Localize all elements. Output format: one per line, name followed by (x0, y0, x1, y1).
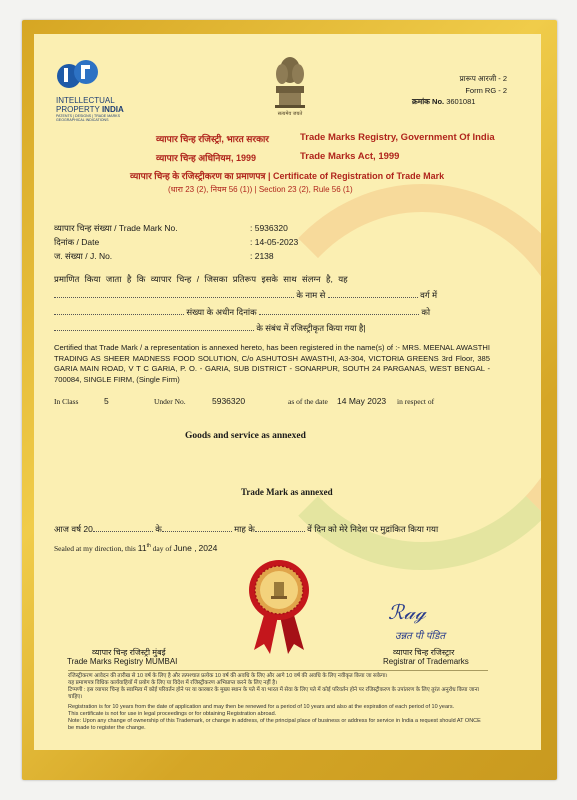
sealed-day: 11th (137, 543, 151, 553)
act-title-en: Trade Marks Act, 1999 (300, 151, 400, 162)
hindi-month-label: माह के (234, 524, 255, 534)
official-seal-icon (244, 558, 314, 663)
certificate-title: व्यापार चिन्ह के रजिस्ट्रीकरण का प्रमाणपत्र | Certificate of Registration of Trade Mark (130, 171, 445, 181)
act-title-hi: व्यापार चिन्ह अधिनियम, 1999 (156, 153, 256, 163)
hindi-cert-line-3 (54, 307, 490, 318)
trade-mark-no-label: व्यापार चिन्ह संख्या / Trade Mark No. (54, 223, 178, 233)
day-of-label: day of (152, 544, 172, 553)
footer-en-note-1: Registration is for 10 years from the date of application and may then be renewed for a period of 10 years and also at the expiration of each period of 10 years. (68, 704, 455, 710)
serial-value: 3601081 (446, 97, 476, 106)
logo-text (56, 96, 124, 122)
footer-en-note-2: This certificate is not for use in legal proceedings or for obtaining Registration abroad. (68, 711, 277, 717)
trade-mark-annexed: Trade Mark as annexed (241, 487, 333, 497)
form-code-hi: प्रारूप आरजी - 2 (459, 74, 507, 83)
footer-en-note-3: Note: Upon any change of ownership of this Trademark, or change in address, of the principal place of business or address for service in India a request should AT ONCE be made to register the change. (68, 718, 481, 731)
svg-text:सत्यमेव जयते: सत्यमेव जयते (277, 111, 303, 117)
hindi-ke-label: के (155, 524, 162, 534)
registry-mumbai-en: Trade Marks Registry MUMBAI (67, 657, 178, 666)
class-value: 5 (104, 396, 109, 406)
date-value: : 14-05-2023 (250, 237, 299, 247)
cert-title-hi: व्यापार चिन्ह के रजिस्ट्रीकरण का प्रमाणपत्र (130, 171, 266, 181)
section-en: Section 23 (2), Rule 56 (1) (258, 185, 353, 194)
hindi-number-label: संख्या के अधीन दिनांक (186, 307, 257, 317)
sealed-label: Sealed at my direction, this (54, 544, 136, 553)
hindi-year-label: आज वर्ष 20 (54, 524, 93, 534)
sealed-month: June , (173, 543, 197, 553)
j-no-label: ज. संख्या / J. No. (54, 251, 113, 261)
logo-sub-2: GEOGRAPHICAL INDICATIONS (56, 118, 109, 122)
registry-title-hi: व्यापार चिन्ह रजिस्ट्री, भारत सरकार (156, 134, 269, 144)
registrar-title-hi: व्यापार चिन्ह रजिस्ट्रार (393, 648, 455, 657)
registrar-signature-hindi: उन्नत पी पंडित (395, 631, 446, 642)
logo-sub-1: PATENTS | DESIGNS | TRADE MARKS (56, 114, 120, 118)
form-code-en: Form RG - 2 (465, 86, 507, 95)
registry-mumbai-hi: व्यापार चिन्ह रजिस्ट्री मुंबई (92, 648, 166, 657)
certified-statement: Certified that Trade Mark / a representation is annexed hereto, has been registered in the name(s) of :- MRS. MEENAL AWASTHI TRADING AS SHEER MADNESS FOOD SOLUTION, C/o ASHUTOSH AWASTHI, A3-304, VICTORIA GREENS 3rd Floor, 385 GARIA MAIN ROAD, V T C GARIA, P. O. - GARIA, SUB DISTRICT - SONARPUR, SOUTH 24 PARGANAS, WEST BENGAL - 700084, SINGLE FIRM, (Single Firm) (54, 343, 490, 384)
footer-notes (68, 670, 488, 732)
under-no-label: Under No. (154, 397, 186, 406)
registrar-signature: ℛ𝒶ℊ (388, 600, 426, 624)
hindi-ko-label: को (421, 307, 431, 317)
j-no-value: : 2138 (250, 251, 274, 261)
section-hi: (धारा 23 (2), नियम 56 (1)) (168, 185, 253, 194)
footer-hi-note-1: रजिस्ट्रीकरण आवेदन की तारीख से 10 वर्ष के लिए है और तत्पश्चात प्रत्येक 10 वर्ष की अवधि के लिए और आगे 10 वर्ष की अवधि के लिए नवीकृत किया जा सकेगा। (68, 673, 388, 679)
hindi-day-sealed-label: वें दिन को मेरे निदेश पर मुद्रांकित किया गया (307, 524, 439, 534)
in-respect-label: in respect of (397, 397, 435, 406)
ip-india-logo (56, 56, 96, 96)
in-class-label: In Class (54, 397, 79, 406)
goods-services-annexed: Goods and service as annexed (185, 431, 306, 441)
date-label: दिनांक / Date (54, 237, 100, 247)
hindi-class-label: वर्ग में (420, 290, 438, 300)
registry-title-en: Trade Marks Registry, Government Of India (300, 132, 495, 143)
logo-line-2: PROPERTY INDIA (56, 105, 124, 114)
logo-line-1: INTELLECTUAL (56, 96, 115, 105)
hindi-cert-line-1: प्रमाणित किया जाता है कि व्यापार चिन्ह / जिसका प्रतिरूप इसके साथ संलग्न है, यह (54, 274, 348, 284)
serial-label: क्रमांक No. (412, 97, 445, 106)
sealed-line (54, 543, 217, 553)
as-of-date-value: 14 May 2023 (337, 396, 387, 406)
serial-number (412, 97, 475, 107)
form-code-block (450, 73, 507, 97)
registrar-title-en: Registrar of Trademarks (383, 657, 469, 666)
hindi-cert-line-2 (54, 290, 490, 301)
section-rule: (धारा 23 (2), नियम 56 (1)) | Section 23 (2), Rule 56 (1) (168, 185, 353, 194)
hindi-name-label: के नाम से (296, 290, 326, 300)
national-emblem-icon (270, 54, 310, 123)
cert-title-en: Certificate of Registration of Trade Mark (273, 171, 445, 181)
footer-hi-note-3: टिप्पणी : इस व्यापार चिन्ह के स्वामित्व में कोई परिवर्तन होने पर या कारबार के मुख्य स्थान के पते में या भारत में सेवा के लिए पते में कोई परिवर्तन होने पर रजिस्ट्रीकरण के उपांतरण के लिए तुरंत अनुरोध किया जाना चाहिए। (68, 687, 479, 700)
trade-mark-no-value: : 5936320 (250, 223, 288, 233)
sealed-year: 2024 (198, 543, 218, 553)
hindi-sealing-line (54, 524, 490, 535)
under-no-value: 5936320 (212, 396, 246, 406)
as-of-date-label: as of the date (288, 397, 328, 406)
footer-hi-note-2: यह प्रमाणपत्र विधिक कार्यवाहियों में प्रयोग के लिए या विदेश में रजिस्ट्रीकरण अभिप्राप्त करने के लिए नहीं है। (68, 680, 278, 686)
hindi-registered-label: के संबंध में रजिस्ट्रीकृत किया गया है| (256, 323, 366, 333)
hindi-cert-line-4 (54, 323, 490, 334)
